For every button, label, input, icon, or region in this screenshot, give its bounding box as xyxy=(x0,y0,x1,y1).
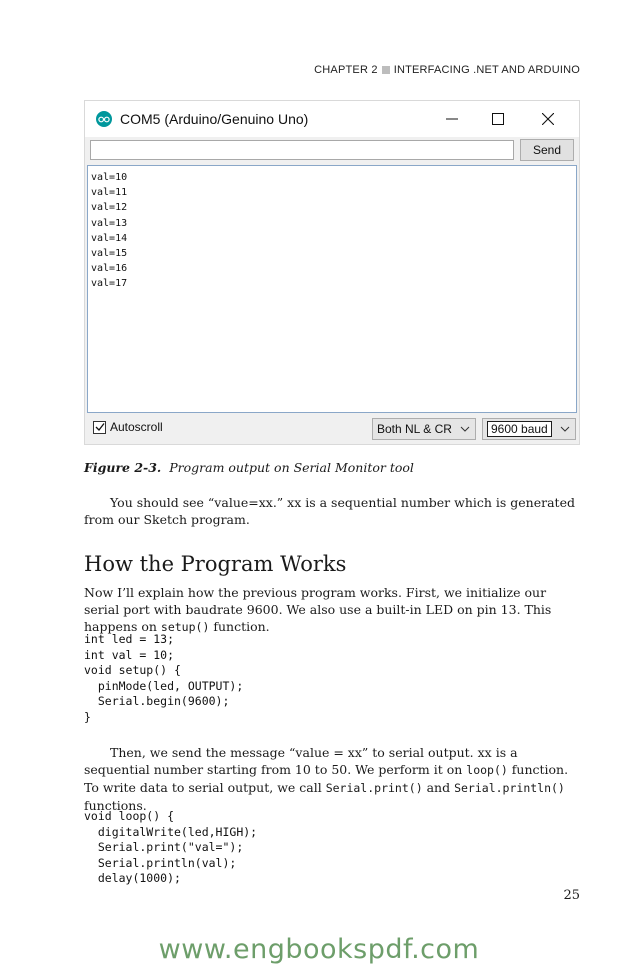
paragraph-3-text: functions. xyxy=(84,798,147,813)
maximize-icon xyxy=(492,113,504,125)
figure-caption-text: Program output on Serial Monitor tool xyxy=(169,460,414,475)
paragraph-2-text: Now I’ll explain how the previous program works. First, we initialize our serial port with baudrate 9600. We also use a built-in LED on pin 13. This happens on xyxy=(84,585,552,634)
paragraph-2-text: function. xyxy=(209,619,270,634)
chapter-label: CHAPTER 2 xyxy=(314,64,378,76)
window-title: COM5 (Arduino/Genuino Uno) xyxy=(120,111,309,127)
inline-code: loop() xyxy=(466,763,508,777)
chapter-title: INTERFACING .NET AND ARDUINO xyxy=(393,64,580,76)
header-separator xyxy=(382,66,390,74)
paragraph-1: You should see “value=xx.” xx is a sequential number which is generated from our Sketch program. xyxy=(84,495,575,527)
figure-caption xyxy=(84,460,414,475)
paragraph-2 xyxy=(84,584,584,636)
baud-rate-value: 9600 baud xyxy=(487,421,552,437)
chevron-down-icon xyxy=(459,423,471,435)
output-line: val=12 xyxy=(91,202,128,214)
minimize-button[interactable] xyxy=(429,101,475,137)
serial-monitor-window xyxy=(84,100,580,445)
inline-code: Serial.print() xyxy=(325,781,423,795)
autoscroll-checkbox[interactable] xyxy=(93,421,106,434)
autoscroll-label: Autoscroll xyxy=(110,420,163,434)
section-heading: How the Program Works xyxy=(84,552,347,576)
line-ending-select[interactable] xyxy=(372,418,476,440)
code-block-loop: void loop() { digitalWrite(led,HIGH); Serial.print("val="); Serial.println(val); delay(1000); xyxy=(84,809,258,886)
send-button[interactable]: Send xyxy=(520,139,574,161)
close-icon xyxy=(542,113,554,125)
arduino-icon xyxy=(96,111,112,127)
page-number: 25 xyxy=(563,888,580,903)
serial-output[interactable] xyxy=(87,165,577,413)
code-block-setup: int led = 13; int val = 10; void setup() { pinMode(led, OUTPUT); Serial.begin(9600); } xyxy=(84,632,244,724)
paragraph-3 xyxy=(84,744,584,814)
paragraph-3-text: and xyxy=(422,780,455,795)
figure-label: Figure 2-3. xyxy=(84,460,162,475)
close-button[interactable] xyxy=(525,101,571,137)
watermark: www.engbookspdf.com xyxy=(158,934,480,965)
output-line: val=15 xyxy=(91,248,128,260)
output-line: val=16 xyxy=(91,263,128,275)
running-header xyxy=(314,64,580,76)
inline-code: Serial.println() xyxy=(454,781,565,795)
autoscroll-toggle[interactable] xyxy=(93,420,163,434)
paragraph-3-text: function. To write data to serial output, we call xyxy=(84,762,569,795)
output-line: val=11 xyxy=(91,187,128,199)
monitor-footer xyxy=(90,418,574,440)
output-line: val=14 xyxy=(91,232,128,244)
chevron-down-icon xyxy=(559,423,571,435)
maximize-button[interactable] xyxy=(475,101,521,137)
send-input[interactable] xyxy=(90,140,514,160)
baud-rate-select[interactable] xyxy=(482,418,576,440)
output-line: val=17 xyxy=(91,278,128,290)
output-line: val=10 xyxy=(91,172,128,183)
send-row xyxy=(90,138,574,162)
paragraph-3-text: Then, we send the message “value = xx” to serial output. xx is a sequential number starting from 10 to 50. We perform it on xyxy=(84,745,518,777)
window-titlebar xyxy=(85,101,579,137)
minimize-icon xyxy=(446,113,458,125)
line-ending-value: Both NL & CR xyxy=(377,422,452,436)
checkmark-icon xyxy=(95,422,105,432)
inline-code: setup() xyxy=(160,620,210,634)
output-line: val=13 xyxy=(91,217,128,229)
